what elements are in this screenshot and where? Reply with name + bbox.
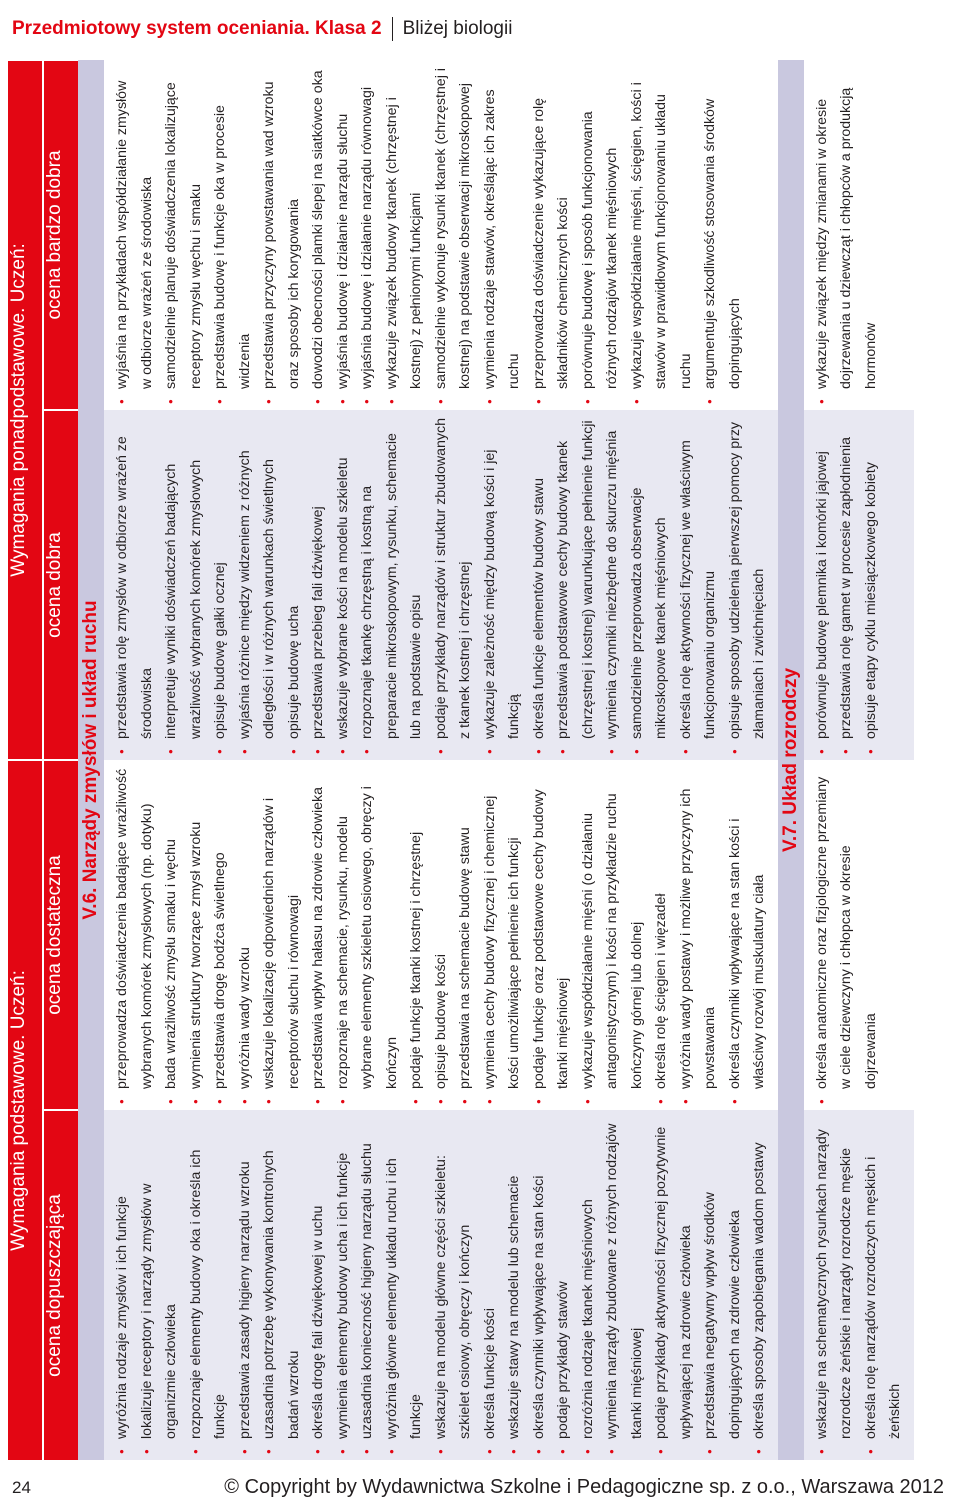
criteria-list (810, 418, 884, 756)
criteria-item: ● wskazuje stawy na modelu lub schemacie (502, 1118, 527, 1456)
criteria-item: ● przeprowadza doświadczenia badające wrażliwość wybranych komórek zmysłowych (np. dotyku) (110, 768, 159, 1106)
criteria-item: ● porównuje budowę i sposób funkcjonowania różnych rodzajów tkanek mięśniowych (576, 68, 625, 406)
criteria-item: ● przeprowadza doświadczenie wykazujące rolę składników chemicznych kości (527, 68, 576, 406)
criteria-item: ● wyjaśnia budowę i działanie narządu równowagi (355, 68, 380, 406)
criteria-item: ● przedstawia rolę zmysłów w odbiorze wrażeń ze środowiska (110, 418, 159, 756)
criteria-item: ● interpretuje wyniki doświadczeń badających wrażliwość wybranych komórek zmysłowych (159, 418, 208, 756)
criteria-item: ● podaje funkcje oraz podstawowe cechy budowy tkanki mięśniowej (527, 768, 576, 1106)
level-header-advanced: Wymagania ponadpodstawowe. Uczeń: (8, 60, 43, 760)
criteria-item: ● opisuje budowę kości (429, 768, 454, 1106)
grading-table (8, 60, 914, 1460)
criteria-item: ● wykazuje współdziałanie mięśni, ścięgien, kości i stawów w prawidłowym funkcjonowaniu układu ruchu (625, 68, 699, 406)
criteria-list (110, 1118, 772, 1456)
criteria-item: ● lokalizuje receptory i narządy zmysłów w organizmie człowieka (135, 1118, 184, 1456)
criteria-item: ● opisuje budowę gałki ocznej (208, 418, 233, 756)
grade-header-bardzo-dobra: ocena bardzo dobra (43, 60, 78, 410)
criteria-item: ● określa czynniki wpływające na stan kości i właściwy rozwój muskulatury ciała (723, 768, 772, 1106)
criteria-item: ● wskazuje wybrane kości na modelu szkieletu (331, 418, 356, 756)
criteria-item: ● uzasadnia konieczność higieny narządu słuchu (355, 1118, 380, 1456)
grade-header-row (43, 60, 78, 1460)
criteria-item: ● wyróżnia rodzaje zmysłów i ich funkcje (110, 1118, 135, 1456)
criteria-item: ● wykazuje związek budowy tkanek (chrzęstnej i kostnej) z pełnionymi funkcjami (380, 68, 429, 406)
criteria-cell (804, 60, 914, 410)
criteria-item: ● wymienia rodzaje stawów, określając ich zakres ruchu (478, 68, 527, 406)
criteria-item: ● wymienia czynniki niezbędne do skurczu mięśnia (600, 418, 625, 756)
page-header (12, 14, 512, 44)
criteria-item: ● określa rolę aktywności fizycznej we właściwym funkcjonowaniu organizmu (674, 418, 723, 756)
criteria-item: ● przedstawia wpływ hałasu na zdrowie człowieka (306, 768, 331, 1106)
grade-header-dostateczna: ocena dostateczna (43, 760, 78, 1110)
criteria-item: ● wyjaśnia na przykładach współdziałanie zmysłów w odbiorze wrażeń ze środowiska (110, 68, 159, 406)
criteria-list (810, 68, 884, 406)
level-header-basic: Wymagania podstawowe. Uczeń: (8, 760, 43, 1460)
grade-header-dobra: ocena dobra (43, 410, 78, 760)
header-divider (392, 17, 393, 41)
criteria-item: ● przedstawia na schemacie budowę stawu (453, 768, 478, 1106)
criteria-item: ● samodzielnie wykonuje rysunki tkanek (chrzęstnej i kostnej) na podstawie obserwacji mikroskopowej (429, 68, 478, 406)
criteria-item: ● przedstawia negatywny wpływ środków dopingujących na zdrowie człowieka (698, 1118, 747, 1456)
section-title-row (778, 60, 804, 1460)
criteria-item: ● bada wrażliwość zmysłu smaku i węchu (159, 768, 184, 1106)
table-viewport (8, 60, 954, 1460)
criteria-item: ● opisuje etapy cyklu miesiączkowego kobiety (859, 418, 884, 756)
criteria-list (810, 768, 884, 1106)
table-body (78, 60, 914, 1460)
criteria-item: ● przedstawia zasady higieny narządu wzroku (233, 1118, 258, 1456)
criteria-list (110, 68, 747, 406)
criteria-item: ● wskazuje na schematycznych rysunkach narządy rozrodcze żeńskie i narządy rozrodcze męskie (810, 1118, 859, 1456)
criteria-item: ● określa rolę ścięgien i więzadeł (649, 768, 674, 1106)
level-header-row (8, 60, 43, 1460)
document-title: Przedmiotowy system oceniania. Klasa 2 (12, 18, 382, 39)
criteria-item: ● wskazuje na modelu główne części szkieletu: szkielet osiowy, obręczy i kończyn (429, 1118, 478, 1456)
criteria-item: ● uzasadnia potrzebę wykonywania kontrolnych badań wzroku (257, 1118, 306, 1456)
criteria-item: ● opisuje sposoby udzielenia pierwszej pomocy przy złamaniach i zwichnięciach (723, 418, 772, 756)
criteria-list (110, 768, 772, 1106)
criteria-item: ● dowodzi obecności plamki ślepej na siatkówce oka (306, 68, 331, 406)
criteria-item: ● przedstawia rolę gamet w procesie zapłodnienia (834, 418, 859, 756)
copyright-notice: © Copyright by Wydawnictwa Szkolne i Pedagogiczne sp. z o.o., Warszawa 2012 (224, 1476, 944, 1498)
criteria-list (110, 418, 772, 756)
criteria-item: ● określa funkcje kości (478, 1118, 503, 1456)
criteria-cell (804, 410, 914, 760)
criteria-item: ● wyróżnia wady postawy i możliwe przyczyny ich powstawania (674, 768, 723, 1106)
criteria-item: ● wykazuje współdziałanie mięśni (o działaniu antagonistycznym) i kości na przykładzie ruchu kończyny górnej lub dolnej (576, 768, 650, 1106)
criteria-item: ● wymienia cechy budowy fizycznej i chemicznej kości umożliwiające pełnienie ich funkcji (478, 768, 527, 1106)
criteria-item: ● przedstawia przebieg fali dźwiękowej (306, 418, 331, 756)
criteria-item: ● określa drogę fali dźwiękowej w uchu (306, 1118, 331, 1456)
criteria-item: ● podaje przykłady stawów (551, 1118, 576, 1456)
criteria-item: ● określa sposoby zapobiegania wadom postawy (747, 1118, 772, 1456)
criteria-item: ● przedstawia budowę i funkcje oka w procesie widzenia (208, 68, 257, 406)
grade-header-dopuszczajaca: ocena dopuszczająca (43, 1110, 78, 1460)
criteria-item: ● określa anatomiczne oraz fizjologiczne przemiany w ciele dziewczyny i chłopca w okresie dojrzewania (810, 768, 884, 1106)
criteria-item: ● przedstawia przyczyny powstawania wad wzroku oraz sposoby ich korygowania (257, 68, 306, 406)
criteria-item: ● rozróżnia rodzaje tkanek mięśniowych (576, 1118, 601, 1456)
criteria-item: ● argumentuje szkodliwość stosowania środków dopingujących (698, 68, 747, 406)
criteria-item: ● wyjaśnia różnice między widzeniem z różnych odległości i w różnych warunkach świetlnych (233, 418, 282, 756)
criteria-item: ● opisuje budowę ucha (282, 418, 307, 756)
criteria-cell (804, 760, 914, 1110)
criteria-item: ● wyróżnia główne elementy układu ruchu i ich funkcje (380, 1118, 429, 1456)
criteria-item: ● określa rolę narządów rozrodczych męskich i żeńskich (859, 1118, 908, 1456)
criteria-item: ● przedstawia podstawowe cechy budowy tkanek (chrzęstnej i kostnej) warunkujące pełnienie funkcji (551, 418, 600, 756)
criteria-list (810, 1118, 908, 1456)
criteria-item: ● wykazuje zależność między budową kości i jej funkcją (478, 418, 527, 756)
page-number: 24 (12, 1478, 31, 1497)
criteria-item: ● określa czynniki wpływające na stan kości (527, 1118, 552, 1456)
criteria-item: ● wymienia elementy budowy ucha i ich funkcje (331, 1118, 356, 1456)
criteria-cell (104, 410, 778, 760)
criteria-item: ● wyjaśnia budowę i działanie narządu słuchu (331, 68, 356, 406)
criteria-item: ● rozpoznaje tkankę chrzęstną i kostną na preparacie mikroskopowym, rysunku, schemacie lub na podstawie opisu (355, 418, 429, 756)
criteria-item: ● wyróżnia wady wzroku (233, 768, 258, 1106)
book-title: Bliżej biologii (402, 18, 513, 39)
section-criteria-row (804, 60, 914, 1460)
criteria-item: ● rozpoznaje na schemacie, rysunku, modelu wybrane elementy szkieletu osiowego, obręczy i kończyn (331, 768, 405, 1106)
criteria-item: ● podaje przykłady narządów i struktur zbudowanych z tkanek kostnej i chrzęstnej (429, 418, 478, 756)
criteria-item: ● rozpoznaje elementy budowy oka i określa ich funkcje (184, 1118, 233, 1456)
criteria-item: ● samodzielnie planuje doświadczenia lokalizujące receptory zmysłu węchu i smaku (159, 68, 208, 406)
criteria-item: ● wskazuje lokalizację odpowiednich narządów i receptorów słuchu i równowagi (257, 768, 306, 1106)
criteria-item: ● podaje przykłady aktywności fizycznej pozytywnie wpływającej na zdrowie człowieka (649, 1118, 698, 1456)
criteria-item: ● określa funkcje elementów budowy stawu (527, 418, 552, 756)
page-footer (0, 1470, 960, 1506)
section-title: V.7. Układ rozrodczy (778, 60, 804, 1460)
rotated-table-container (8, 60, 954, 1460)
criteria-item: ● przedstawia drogę bodźca świetlnego (208, 768, 233, 1106)
criteria-item: ● samodzielnie przeprowadza obserwacje mikroskopowe tkanek mięśniowych (625, 418, 674, 756)
criteria-item: ● podaje funkcje tkanki kostnej i chrzęstnej (404, 768, 429, 1106)
section-criteria-row (104, 60, 778, 1460)
criteria-item: ● wymienia struktury tworzące zmysł wzroku (184, 768, 209, 1106)
criteria-cell (104, 760, 778, 1110)
criteria-cell (104, 1110, 778, 1460)
section-title-row (78, 60, 104, 1460)
criteria-item: ● wymienia narządy zbudowane z różnych rodzajów tkanki mięśniowej (600, 1118, 649, 1456)
section-title: V.6. Narządy zmysłów i układ ruchu (78, 60, 104, 1460)
criteria-item: ● wykazuje związek między zmianami w okresie dojrzewania u dziewcząt i chłopców a produkcją hormonów (810, 68, 884, 406)
criteria-cell (804, 1110, 914, 1460)
criteria-item: ● porównuje budowę plemnika i komórki jajowej (810, 418, 835, 756)
criteria-cell (104, 60, 778, 410)
